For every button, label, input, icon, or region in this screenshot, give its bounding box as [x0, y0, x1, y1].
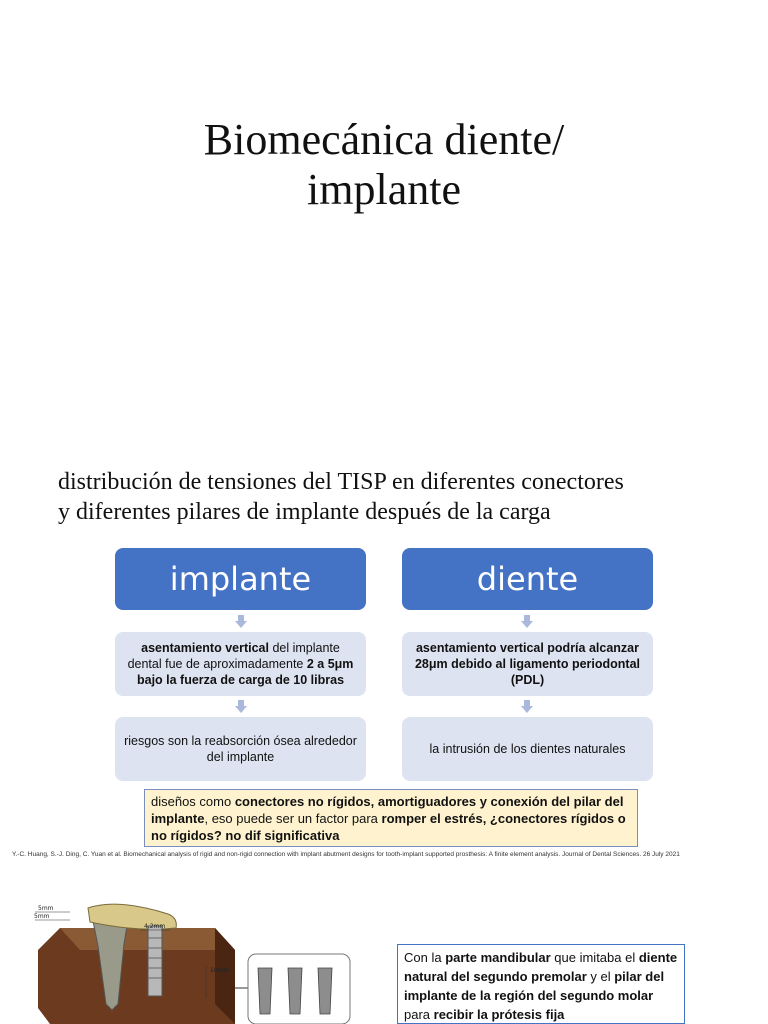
tooth-arrow-1 [521, 621, 533, 628]
tooth-box-2: la intrusión de los dientes naturales [402, 717, 653, 781]
dim-label-d: 10mm [210, 967, 230, 974]
tooth-arrow-2 [521, 706, 533, 713]
note-text-1: diseños como [151, 794, 235, 809]
tooth-heading: diente [402, 548, 653, 610]
info-text-3: y el [586, 969, 615, 984]
implant-heading: implante [115, 548, 366, 610]
dim-label-b: 5mm [34, 913, 50, 920]
note-text-2: , eso puede ser un factor para [204, 811, 382, 826]
implant-box-1-text: del implante dental fue de aproximadamente [127, 641, 340, 671]
note-bold-1: conectores no rígidos, amortiguadores y conexión del pilar del implante [151, 794, 624, 826]
dim-label-a: 5mm [38, 905, 54, 912]
fea-model-figure [30, 888, 360, 1024]
implant-arrow-2 [235, 706, 247, 713]
implant-box-1-bold-2: 2 a 5μm bajo la fuerza de carga de 10 libras [136, 657, 354, 687]
note-box [144, 789, 638, 847]
subtitle-line-2: y diferentes pilares de implante después de la carga [58, 499, 551, 525]
info-bold-2: diente natural del segundo premolar [404, 950, 678, 984]
info-bold-1: parte mandibular [445, 950, 551, 965]
info-text-2: que imitaba el [550, 950, 639, 965]
subtitle [58, 467, 758, 527]
dim-label-c: 4.2mm [144, 923, 166, 930]
info-bold-4: recibir la prótesis fija [433, 1007, 565, 1022]
implant-box-2: riesgos son la reabsorción ósea alrededor del implante [115, 717, 366, 781]
info-text-4: para [404, 1007, 434, 1022]
citation: Y.-C. Huang, S.-J. Ding, C. Yuan et al. Biomechanical analysis of rigid and non-rigid connection with implant abutment designs for tooth-implant supported prosthesis: A finite element analysis. Journal of Dental Sciences. 26 July 2021 [12, 851, 680, 858]
info-text-1: Con la [404, 950, 446, 965]
info-box [397, 944, 685, 1024]
subtitle-line-1: distribución de tensiones del TISP en diferentes conectores [58, 469, 624, 495]
note-bold-2: romper el estrés, ¿conectores rígidos o no rígidos? no dif significativa [151, 811, 626, 843]
tooth-box-1: asentamiento vertical podría alcanzar 28μm debido al ligamento periodontal (PDL) [402, 632, 653, 696]
slide-title [0, 115, 768, 215]
implant-box-1 [115, 632, 366, 696]
implant-box-1-bold-1: asentamiento vertical [141, 641, 269, 655]
info-bold-3: pilar del implante de la región del segundo molar [404, 969, 665, 1003]
implant-arrow-1 [235, 621, 247, 628]
title-line-1: Biomecánica diente/ [203, 115, 565, 164]
title-line-2: implante [307, 165, 461, 214]
